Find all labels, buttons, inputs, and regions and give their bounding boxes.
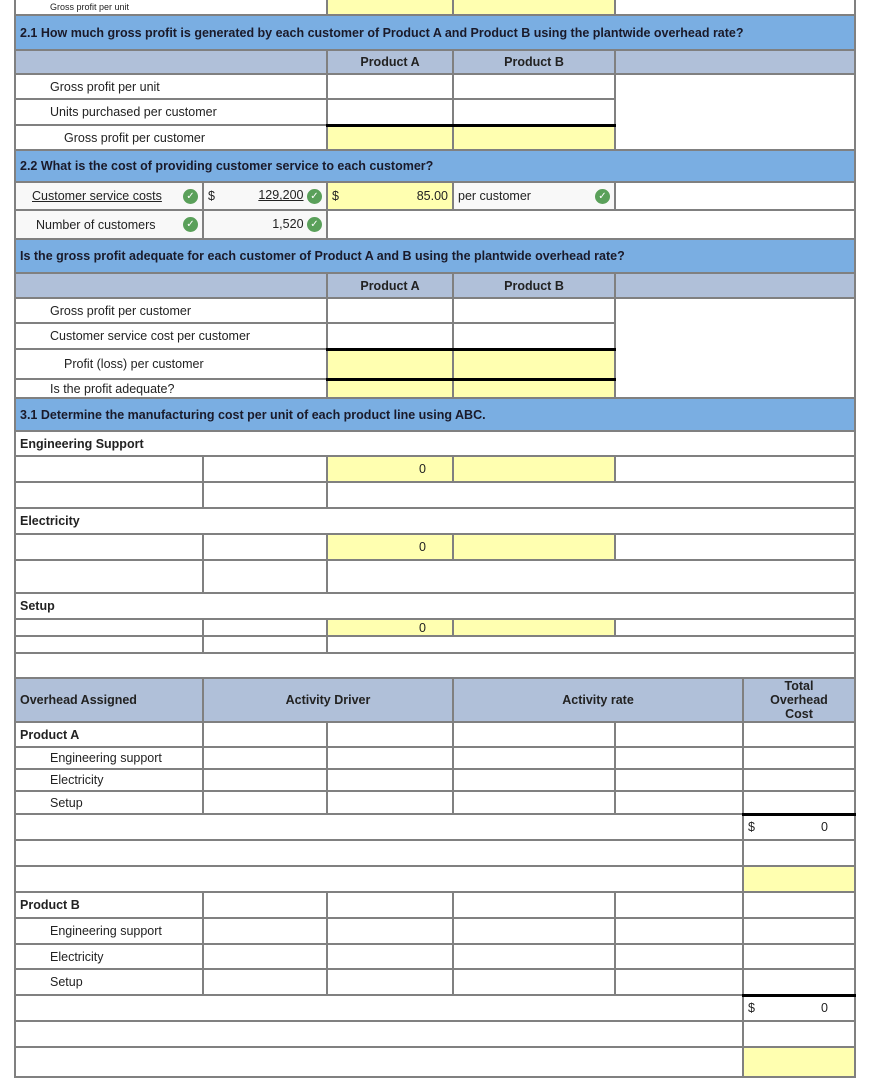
number-of-customers-value: 1,520 <box>272 216 304 231</box>
input-cell[interactable] <box>327 747 453 769</box>
col-product-b: Product B <box>453 273 615 298</box>
input-cell[interactable] <box>453 619 615 636</box>
input-cell[interactable] <box>203 722 327 747</box>
input-cell[interactable] <box>615 918 743 944</box>
input-cell[interactable] <box>327 379 453 398</box>
cut-label: Gross profit per unit <box>15 0 327 15</box>
input-cell[interactable] <box>615 892 743 918</box>
worksheet <box>14 0 856 1078</box>
number-of-customers-field[interactable] <box>203 210 327 239</box>
per-customer-label: per customer <box>458 189 531 203</box>
row-label: Electricity <box>15 769 203 791</box>
input-cell[interactable] <box>453 791 615 814</box>
activity-value: 0 <box>327 456 453 482</box>
input-cell[interactable] <box>743 866 855 892</box>
header-overhead-assigned: Overhead Assigned <box>15 678 203 722</box>
input-cell[interactable] <box>743 722 855 747</box>
input-cell[interactable] <box>743 769 855 791</box>
input-cell[interactable] <box>327 99 453 125</box>
input-cell[interactable] <box>203 892 327 918</box>
input-cell[interactable] <box>743 747 855 769</box>
input-cell[interactable] <box>453 969 615 995</box>
row-label: Gross profit per unit <box>15 74 327 99</box>
input-cell[interactable] <box>453 769 615 791</box>
input-cell[interactable] <box>203 747 327 769</box>
input-cell[interactable] <box>743 918 855 944</box>
total-value: 0 <box>821 1001 828 1016</box>
input-cell[interactable] <box>743 944 855 969</box>
check-icon: ✓ <box>307 217 322 232</box>
input-cell[interactable] <box>615 969 743 995</box>
input-cell[interactable] <box>743 1021 855 1047</box>
input-cell[interactable] <box>327 722 453 747</box>
input-cell[interactable] <box>453 944 615 969</box>
input-cell[interactable] <box>203 619 327 636</box>
input-cell[interactable] <box>203 534 327 560</box>
row-label: Is the profit adequate? <box>15 379 327 398</box>
input-cell[interactable] <box>203 969 327 995</box>
input-cell[interactable] <box>15 840 743 866</box>
check-icon: ✓ <box>307 189 322 204</box>
cost-per-customer-value: 85.00 <box>416 189 448 203</box>
input-cell[interactable] <box>15 456 203 482</box>
section-2-1-title: 2.1 How much gross profit is generated by each customer of Product A and Product B using the plantwide overhead rate? <box>15 15 855 50</box>
total-cell <box>743 995 855 1021</box>
input-cell[interactable] <box>327 125 453 150</box>
input-cell[interactable] <box>615 747 743 769</box>
check-icon: ✓ <box>595 189 610 204</box>
input-cell[interactable] <box>453 298 615 323</box>
input-cell[interactable] <box>743 791 855 814</box>
input-cell[interactable] <box>15 636 203 653</box>
input-cell[interactable] <box>743 969 855 995</box>
total-value: 0 <box>821 820 828 835</box>
currency-symbol: $ <box>748 820 755 835</box>
input-cell[interactable] <box>327 944 453 969</box>
input-cell[interactable] <box>453 456 615 482</box>
check-icon: ✓ <box>183 189 198 204</box>
input-cell[interactable] <box>453 125 615 150</box>
input-cell[interactable] <box>453 534 615 560</box>
row-label: Gross profit per customer <box>15 125 327 150</box>
activity-title: Setup <box>15 593 855 619</box>
customer-service-costs-value: 129,200 <box>258 188 304 203</box>
header-activity-driver: Activity Driver <box>203 678 453 722</box>
customer-service-costs-label[interactable]: Customer service costs <box>32 189 162 203</box>
currency-symbol: $ <box>332 189 339 203</box>
input-cell[interactable] <box>15 995 743 1021</box>
col-product-b: Product B <box>453 50 615 74</box>
input-cell[interactable] <box>453 74 615 99</box>
input-cell[interactable] <box>743 840 855 866</box>
header-total-overhead-cost: Total Overhead Cost <box>743 678 855 722</box>
input-cell[interactable] <box>15 866 743 892</box>
total-cell <box>743 814 855 840</box>
input-cell[interactable] <box>327 769 453 791</box>
input-cell[interactable] <box>15 814 743 840</box>
input-cell[interactable] <box>327 0 453 15</box>
input-cell[interactable] <box>203 944 327 969</box>
input-cell[interactable] <box>327 791 453 814</box>
row-label: Gross profit per customer <box>15 298 327 323</box>
input-cell[interactable] <box>743 1047 855 1077</box>
input-cell[interactable] <box>453 349 615 379</box>
row-label: Setup <box>15 969 203 995</box>
currency-symbol: $ <box>208 188 215 203</box>
input-cell[interactable] <box>743 892 855 918</box>
activity-title: Engineering Support <box>15 431 855 456</box>
input-cell[interactable] <box>203 482 327 508</box>
input-cell[interactable] <box>203 456 327 482</box>
input-cell[interactable] <box>203 769 327 791</box>
per-customer-field[interactable] <box>453 182 615 210</box>
input-cell[interactable] <box>15 534 203 560</box>
input-cell[interactable] <box>327 918 453 944</box>
input-cell[interactable] <box>15 560 203 593</box>
input-cell[interactable] <box>15 1047 743 1077</box>
row-label: Electricity <box>15 944 203 969</box>
input-cell[interactable] <box>453 918 615 944</box>
product-label: Product A <box>15 722 203 747</box>
input-cell[interactable] <box>615 791 743 814</box>
row-label: Engineering support <box>15 747 203 769</box>
input-cell[interactable] <box>327 349 453 379</box>
input-cell[interactable] <box>203 636 327 653</box>
input-cell[interactable] <box>15 482 203 508</box>
row-label: Setup <box>15 791 203 814</box>
input-cell[interactable] <box>327 74 453 99</box>
input-cell[interactable] <box>453 379 615 398</box>
row-label: Customer service cost per customer <box>15 323 327 349</box>
input-cell[interactable] <box>203 918 327 944</box>
col-product-a: Product A <box>327 50 453 74</box>
cost-per-customer-field[interactable] <box>327 182 453 210</box>
input-cell[interactable] <box>327 892 453 918</box>
product-label: Product B <box>15 892 203 918</box>
customer-service-costs-field[interactable] <box>203 182 327 210</box>
input-cell[interactable] <box>327 969 453 995</box>
input-cell[interactable] <box>453 99 615 125</box>
input-cell[interactable] <box>203 791 327 814</box>
row-label: Engineering support <box>15 918 203 944</box>
currency-symbol: $ <box>748 1001 755 1016</box>
activity-title: Electricity <box>15 508 855 534</box>
check-icon: ✓ <box>183 217 198 232</box>
input-cell[interactable] <box>453 892 615 918</box>
section-3-1-title: 3.1 Determine the manufacturing cost per unit of each product line using ABC. <box>15 398 855 431</box>
input-cell[interactable] <box>327 298 453 323</box>
input-cell[interactable] <box>453 323 615 349</box>
row-label: Units purchased per customer <box>15 99 327 125</box>
input-cell[interactable] <box>615 769 743 791</box>
input-cell[interactable] <box>203 560 327 593</box>
col-product-a: Product A <box>327 273 453 298</box>
activity-value: 0 <box>327 534 453 560</box>
adequacy-title: Is the gross profit adequate for each customer of Product A and B using the plantwide overhead rate? <box>15 239 855 273</box>
input-cell[interactable] <box>453 722 615 747</box>
input-cell[interactable] <box>615 722 743 747</box>
section-2-2-title: 2.2 What is the cost of providing customer service to each customer? <box>15 150 855 182</box>
activity-value: 0 <box>327 619 453 636</box>
row-label: Profit (loss) per customer <box>15 349 327 379</box>
input-cell[interactable] <box>453 747 615 769</box>
input-cell[interactable] <box>327 323 453 349</box>
header-activity-rate: Activity rate <box>453 678 743 722</box>
input-cell[interactable] <box>15 1021 743 1047</box>
input-cell[interactable] <box>15 619 203 636</box>
number-of-customers-label: Number of customers <box>36 217 156 232</box>
input-cell[interactable] <box>615 944 743 969</box>
input-cell[interactable] <box>453 0 615 15</box>
